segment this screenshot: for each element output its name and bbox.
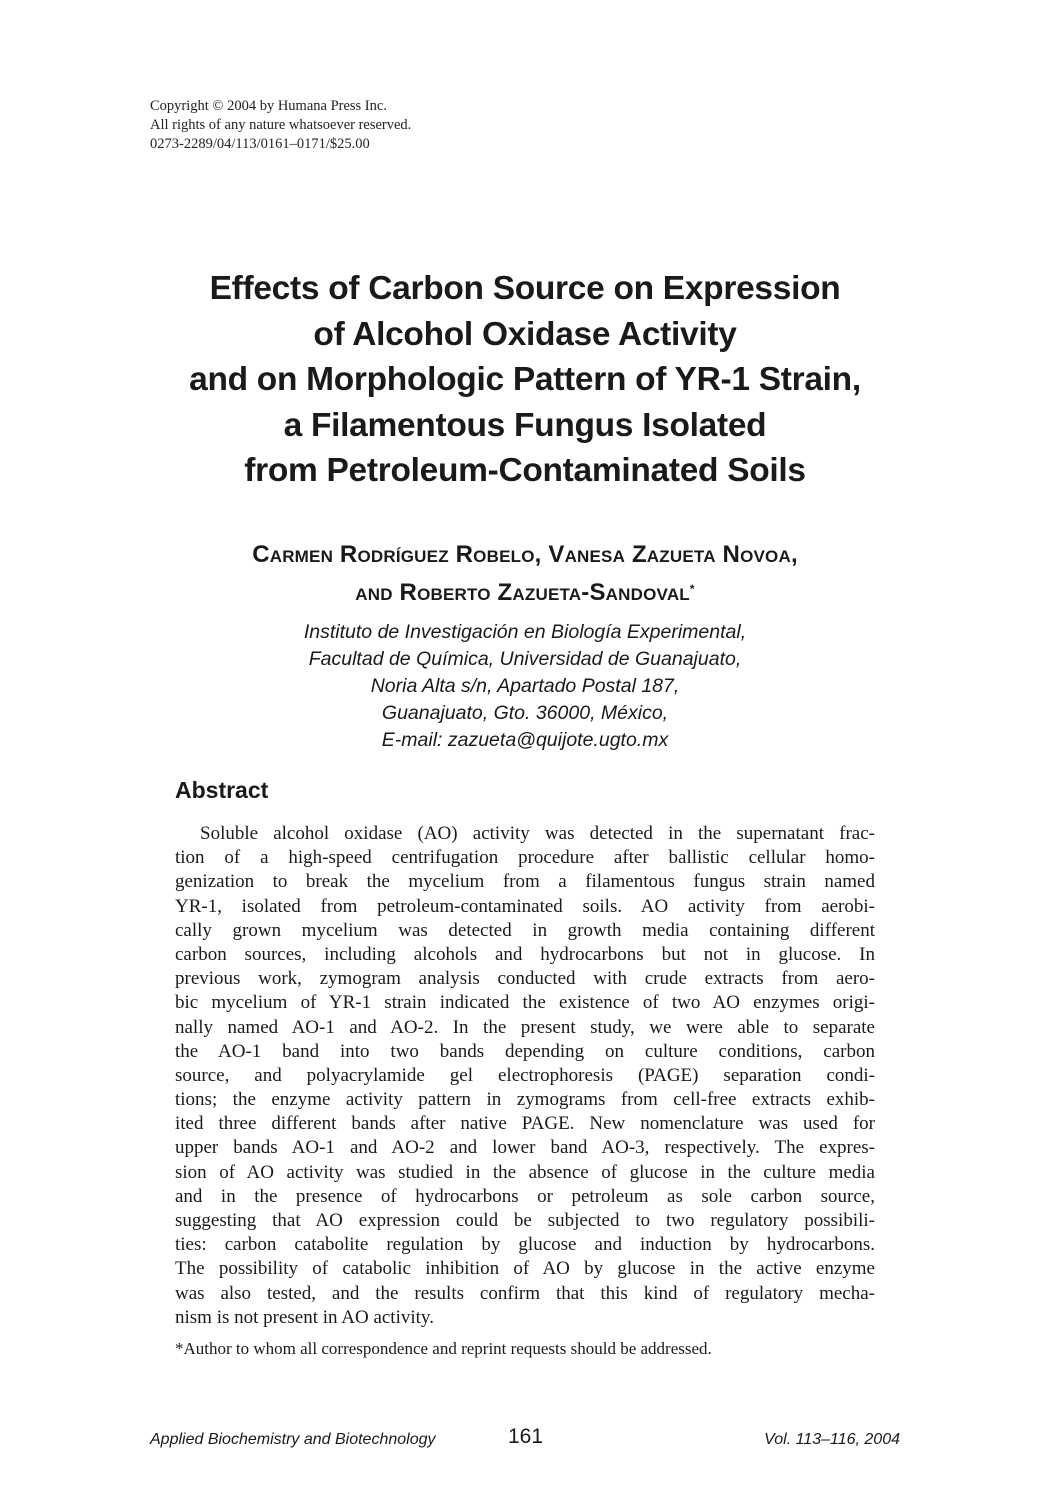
abstract-heading: Abstract: [175, 777, 269, 803]
affiliation-line: Instituto de Investigación en Biología Experimental,: [303, 621, 747, 643]
article-title: [75, 266, 975, 494]
abstract-line: suggesting that AO expression could be subjected to two regulatory possibili-: [175, 1210, 875, 1231]
abstract-line: source, and polyacrylamide gel electrophoresis (PAGE) separation condi-: [175, 1064, 875, 1086]
affiliation-email: E-mail: zazueta@quijote.ugto.mx: [381, 729, 669, 751]
title-line: a Filamentous Fungus Isolated: [283, 406, 767, 444]
correspondence-footnote: *Author to whom all correspondence and reprint requests should be addressed.: [175, 1339, 712, 1358]
abstract-line: nally named AO-1 and AO-2. In the present study, we were able to separate: [175, 1016, 875, 1038]
abstract-line: tions; the enzyme activity pattern in zymograms from cell-free extracts exhib-: [175, 1089, 875, 1111]
issn-line: 0273-2289/04/113/0161–0171/$25.00: [150, 136, 370, 152]
page-number: 161: [508, 1425, 544, 1448]
title-line: Effects of Carbon Source on Expression: [209, 270, 841, 307]
affiliation-line: Guanajuato, Gto. 36000, México,: [381, 702, 669, 724]
abstract-line: ited three different bands after native PAGE. New nomenclature was used for: [175, 1113, 875, 1135]
abstract-line: the AO-1 band into two bands depending on culture conditions, carbon: [175, 1040, 875, 1062]
abstract-line: previous work, zymogram analysis conducted with crude extracts from aero-: [175, 968, 875, 990]
affiliation-line: Noria Alta s/n, Apartado Postal 187,: [370, 675, 680, 697]
copyright-notice: [150, 97, 411, 154]
abstract-line: upper bands AO-1 and AO-2 and lower band AO-3, respectively. The expres-: [175, 1137, 875, 1159]
authors-line: Carmen Rodríguez Robelo, Vanesa Zazueta Novoa,: [252, 541, 798, 568]
title-line: of Alcohol Oxidase Activity: [313, 315, 737, 353]
rights-line: All rights of any nature whatsoever reserved.: [150, 117, 412, 133]
abstract-line: The possibility of catabolic inhibition of AO by glucose in the active enzyme: [175, 1258, 875, 1280]
title-line: from Petroleum-Contaminated Soils: [244, 452, 806, 489]
copyright-line: Copyright © 2004 by Humana Press Inc.: [150, 98, 387, 114]
abstract-line: cally grown mycelium was detected in growth media containing different: [175, 919, 875, 941]
affiliation-line: Facultad de Química, Universidad de Guanajuato,: [308, 648, 742, 670]
page-footer: [150, 1425, 900, 1455]
authors-line: [75, 574, 975, 612]
abstract-line: bic mycelium of YR-1 strain indicated the existence of two AO enzymes origi-: [175, 992, 875, 1014]
journal-name: Applied Biochemistry and Biotechnology: [150, 1431, 436, 1448]
abstract-line: carbon sources, including alcohols and hydrocarbons but not in glucose. In: [175, 943, 875, 965]
abstract-line: tion of a high-speed centrifugation procedure after ballistic cellular homo-: [175, 847, 875, 869]
abstract-line: and in the presence of hydrocarbons or petroleum as sole carbon source,: [175, 1185, 875, 1207]
corresponding-author-mark: *: [689, 582, 695, 596]
author-list: [75, 536, 975, 612]
abstract-line: sion of AO activity was studied in the absence of glucose in the culture media: [175, 1161, 875, 1183]
volume-info: Vol. 113–116, 2004: [764, 1431, 900, 1448]
abstract-body: [175, 822, 875, 1330]
abstract-line: YR-1, isolated from petroleum-contaminated soils. AO activity from aerobi-: [175, 895, 875, 917]
authors-line-text: and Roberto Zazueta-Sandoval: [355, 579, 690, 606]
title-line: and on Morphologic Pattern of YR-1 Strain,: [189, 361, 861, 398]
abstract-line: Soluble alcohol oxidase (AO) activity was detected in the supernatant frac-: [200, 823, 875, 844]
abstract-line: genization to break the mycelium from a filamentous fungus strain named: [175, 871, 875, 893]
abstract-line: was also tested, and the results confirm that this kind of regulatory mecha-: [175, 1282, 875, 1304]
affiliation: [75, 619, 975, 754]
abstract-line: nism is not present in AO activity.: [175, 1306, 434, 1328]
abstract-line: ties: carbon catabolite regulation by glucose and induction by hydrocarbons.: [175, 1234, 875, 1256]
